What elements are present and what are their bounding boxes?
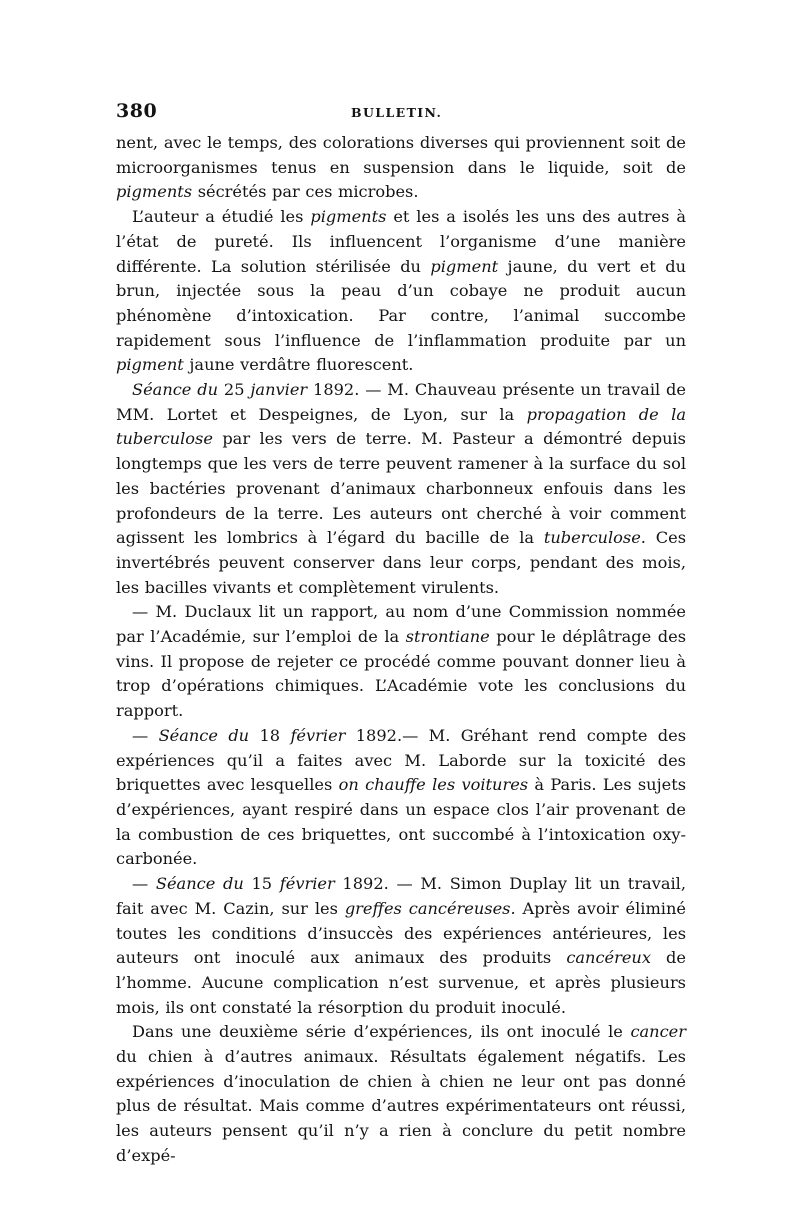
paragraph-6 — [116, 872, 686, 1020]
text-run: 15 — [243, 874, 280, 894]
text-run: du chien à d’autres animaux. Résultats également négatifs. Les expériences d’inoculation de chien à chien ne leur ont pas donné plus de résultat. Mais comme d’autres expérimentateurs ont réussi, les auteurs pensent qu’il n’y a rien à conclure du petit nombre d’expé- — [116, 1047, 686, 1165]
italic-text: propagation de la tuberculose — [116, 404, 686, 449]
text-run: — — [132, 874, 156, 894]
italic-text: Séance du — [132, 380, 219, 400]
italic-text: greffes cancéreuses. — [344, 898, 516, 918]
text-run: à Paris. Les sujets d’expériences, ayant respiré dans un espace clos l’air provenant de la combustion de ces briquettes, ont succombé à l’intoxication oxy-carbonée. — [116, 775, 687, 869]
text-run: 25 — [218, 380, 251, 400]
italic-text: pigments — [310, 207, 387, 227]
text-run: 1892. — M. Simon Duplay lit un travail, fait avec M. Cazin, sur les — [116, 874, 687, 918]
italic-text: février — [290, 725, 346, 745]
italic-text: cancer — [630, 1022, 686, 1042]
text-run: Ces invertébrés peuvent conserver dans leur corps, pendant des mois, les bacilles vivants et complètement virulents. — [116, 528, 687, 597]
italic-text: tuberculose. — [543, 528, 646, 548]
text-run: 1892. — M. Chauveau présente un travail de MM. Lortet et Despeignes, de Lyon, sur la — [116, 380, 686, 424]
text-run: jaune, du vert et du brun, injectée sous la peau d’un cobaye ne produit aucun phénomène d’intoxication. Par contre, l’animal succombe rapidement sous l’influence de l’inflammation produite par un — [116, 256, 686, 350]
running-head: BULLETIN. — [351, 105, 443, 120]
text-run: Après avoir éliminé toutes les conditions d’insuccès des expériences antérieures, les auteurs ont inoculé aux animaux des produits — [116, 898, 686, 968]
text-run: de l’homme. Aucune complication n’est survenue, et après plusieurs mois, ils ont constaté la résorption du produit inoculé. — [116, 948, 686, 1017]
page-number: 380 — [116, 100, 158, 122]
italic-text: Séance du — [155, 874, 244, 894]
text-run: sécrétés par ces microbes. — [192, 182, 419, 202]
text-run: — — [132, 725, 159, 745]
page-header — [116, 100, 686, 128]
italic-text: Séance du — [158, 725, 250, 745]
paragraph-5 — [116, 724, 686, 872]
paragraph-2 — [116, 205, 686, 378]
italic-text: pigment — [116, 355, 184, 375]
text-run: par les vers de terre. M. Pasteur a démontré depuis longtemps que les vers de terre peuvent ramener à la surface du sol les bactéries provenant d’animaux charbonneux enfouis dans les profondeurs de la terre. Les auteurs ont cherché à voir comment agissent les lombrics à l’égard du bacille de la — [116, 429, 686, 548]
paragraph-3 — [116, 378, 686, 600]
text-run: pour le déplâtrage des vins. Il propose de rejeter ce procédé comme pouvant donner lieu à trop d’opérations chimiques. L’Académie vote les conclusions du rapport. — [116, 627, 686, 721]
text-run: 1892.— M. Gréhant rend compte des expériences qu’il a faites avec M. Laborde sur la toxicité des briquettes avec lesquelles — [116, 725, 687, 795]
italic-text: on chauffe les voitures — [338, 775, 529, 795]
italic-text: janvier — [250, 380, 308, 400]
text-run: — M. Duclaux lit un rapport, au nom d’une Commission nommée par l’Académie, sur l’emploi de la — [116, 602, 686, 647]
text-run: 18 — [249, 725, 291, 745]
paragraph-1 — [116, 131, 686, 205]
body-text — [116, 131, 686, 1169]
text-run: jaune verdâtre fluorescent. — [183, 355, 414, 375]
italic-text: cancéreux — [566, 948, 651, 968]
italic-text: février — [279, 874, 335, 894]
italic-text: strontiane — [405, 627, 490, 647]
text-run: et les a isolés les uns des autres à l’état de pureté. Ils influencent l’organisme d’une manière différente. La solution stérilisée du — [116, 207, 687, 276]
text-run: nent, avec le temps, des colorations diverses qui proviennent soit de microorganismes tenus en suspension dans le liquide, soit de — [116, 133, 686, 177]
paragraph-4 — [116, 600, 686, 724]
paragraph-7 — [116, 1020, 686, 1168]
text-run: Dans une deuxième série d’expériences, ils ont inoculé le — [132, 1022, 631, 1042]
italic-text: pigment — [430, 256, 499, 276]
italic-text: pigments — [116, 182, 193, 202]
text-run: L’auteur a étudié les — [132, 207, 311, 227]
